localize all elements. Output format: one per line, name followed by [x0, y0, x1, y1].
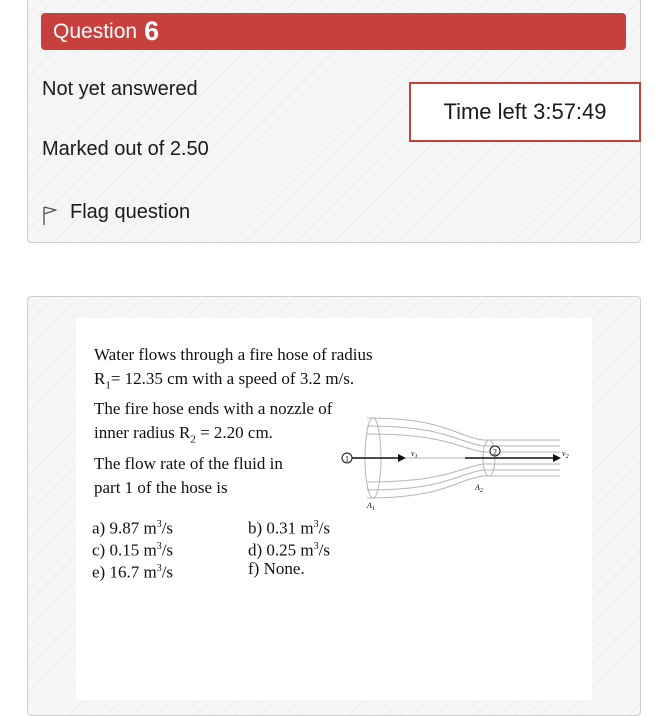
answer-option-a: a) 9.87 $m^3/s$	[92, 518, 174, 538]
v2-label: $v_2$	[562, 449, 569, 460]
question-line-4: inner radius $R_2 = 2.20$ cm.	[94, 423, 273, 446]
question-header	[41, 13, 626, 50]
question-line-1: Water flows through a fire hose of radius	[94, 345, 373, 364]
question-state: Not yet answered	[42, 78, 198, 100]
answer-option-c: c) 0.15 $m^3/s$	[92, 540, 174, 560]
answer-option-d: d) 0.25 $m^3/s$	[248, 540, 330, 560]
answer-option-e: e) 16.7 $m^3/s$	[92, 562, 174, 582]
nozzle-diagram	[335, 406, 575, 516]
v1-label: $v_1$	[411, 449, 418, 460]
question-grade: Marked out of 2.50	[42, 138, 209, 160]
label-1: 1	[345, 454, 349, 464]
question-line-3: The fire hose ends with a nozzle of	[94, 399, 333, 419]
quiz-timer: Time left 3:57:49	[409, 82, 641, 142]
flag-icon	[42, 204, 58, 226]
flag-question-button[interactable]	[42, 198, 190, 226]
a1-label: $A_1$	[367, 501, 375, 512]
flag-question-label: Flag question	[70, 200, 191, 223]
label-2: 2	[493, 447, 497, 457]
question-line-5: The flow rate of the fluid in	[94, 453, 283, 473]
question-line-2: $R_1= 12.35$ cm with a speed of 3.2 m/s.	[94, 369, 355, 392]
a2-label: $A_2$	[475, 483, 483, 494]
answer-option-b: b) 0.31 $m^3/s$	[248, 518, 330, 538]
question-word: Question	[53, 19, 138, 43]
question-number: 6	[144, 16, 160, 46]
answer-option-f: f) None.	[248, 559, 305, 578]
question-line-6: part 1 of the hose is	[94, 477, 228, 497]
